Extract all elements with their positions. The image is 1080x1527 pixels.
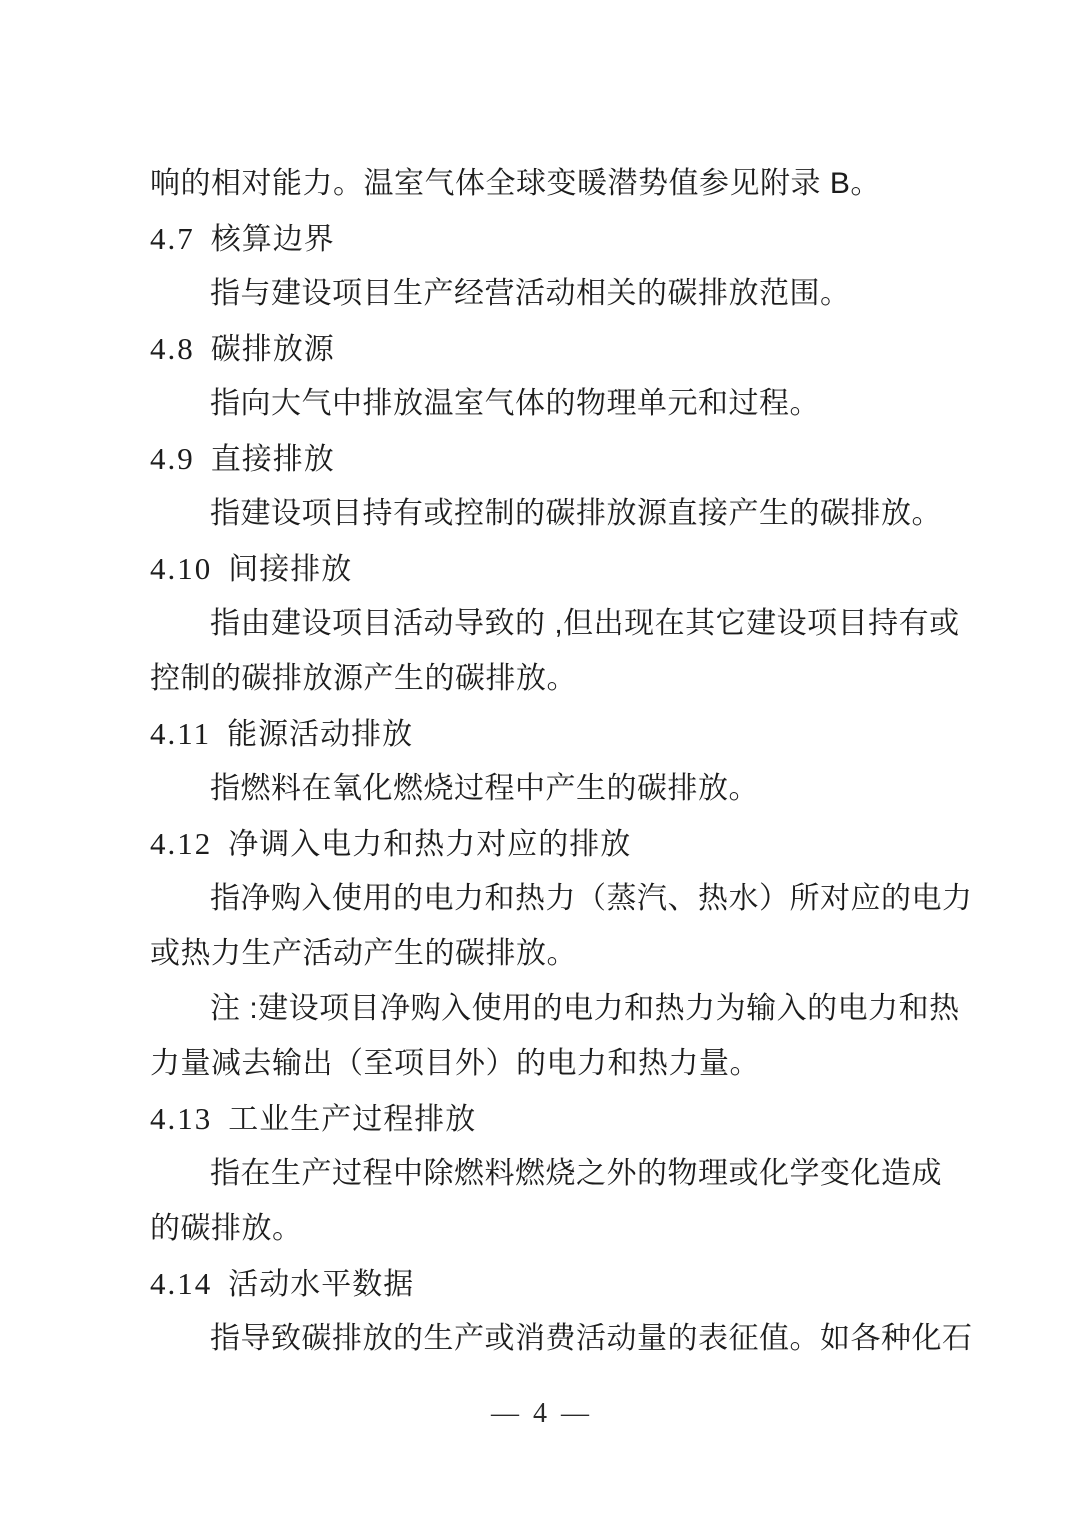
section-heading-4-7 — [150, 211, 950, 266]
section-number: 4.11 — [150, 716, 212, 751]
paragraph-line: 指向大气中排放温室气体的物理单元和过程。 — [210, 387, 820, 420]
note-line: 力量减去输出（至项目外）的电力和热力量。 — [150, 1047, 760, 1080]
section-title: 能源活动排放 — [227, 718, 414, 751]
paragraph-line: 指由建设项目活动导致的 ,但出现在其它建设项目持有或 — [210, 607, 960, 640]
section-heading-4-13 — [150, 1091, 950, 1146]
note-line: 注 :建设项目净购入使用的电力和热力为输入的电力和热 — [210, 992, 960, 1025]
document-body — [150, 156, 973, 1366]
section-number: 4.7 — [150, 221, 195, 256]
footer-left-dash: — — [491, 1398, 519, 1429]
paragraph-line: 指净购入使用的电力和热力（蒸汽、热水）所对应的电力 — [210, 882, 973, 915]
section-title: 工业生产过程排放 — [228, 1103, 477, 1136]
section-title: 间接排放 — [228, 553, 353, 586]
section-heading-4-12 — [150, 816, 950, 871]
section-number: 4.8 — [150, 331, 195, 366]
paragraph-line: 或热力生产活动产生的碳排放。 — [150, 937, 577, 970]
page-number: 4 — [533, 1398, 547, 1429]
section-heading-4-14 — [150, 1256, 950, 1311]
section-heading-4-8 — [150, 321, 950, 376]
section-heading-4-9 — [150, 431, 950, 486]
section-title: 核算边界 — [210, 223, 335, 256]
section-heading-4-11 — [150, 706, 950, 761]
page-footer — [0, 1398, 1080, 1430]
section-number: 4.9 — [150, 441, 195, 476]
paragraph-line: 控制的碳排放源产生的碳排放。 — [150, 662, 577, 695]
section-number: 4.12 — [150, 826, 213, 861]
section-number: 4.14 — [150, 1266, 213, 1301]
paragraph-line-carryover: 响的相对能力。温室气体全球变暖潜势值参见附录 B。 — [150, 167, 881, 200]
footer-right-dash: — — [561, 1398, 589, 1429]
section-number: 4.13 — [150, 1101, 213, 1136]
paragraph-line: 指与建设项目生产经营活动相关的碳排放范围。 — [210, 277, 851, 310]
paragraph-line: 指导致碳排放的生产或消费活动量的表征值。如各种化石 — [210, 1322, 973, 1355]
section-title: 碳排放源 — [210, 333, 335, 366]
section-number: 4.10 — [150, 551, 213, 586]
paragraph-line: 指建设项目持有或控制的碳排放源直接产生的碳排放。 — [210, 497, 942, 530]
section-title: 净调入电力和热力对应的排放 — [228, 828, 632, 861]
section-title: 活动水平数据 — [228, 1268, 415, 1301]
paragraph-line: 指在生产过程中除燃料燃烧之外的物理或化学变化造成 — [210, 1157, 942, 1190]
paragraph-line: 的碳排放。 — [150, 1212, 303, 1245]
paragraph-line: 指燃料在氧化燃烧过程中产生的碳排放。 — [210, 772, 759, 805]
section-title: 直接排放 — [210, 443, 335, 476]
section-heading-4-10 — [150, 541, 950, 596]
